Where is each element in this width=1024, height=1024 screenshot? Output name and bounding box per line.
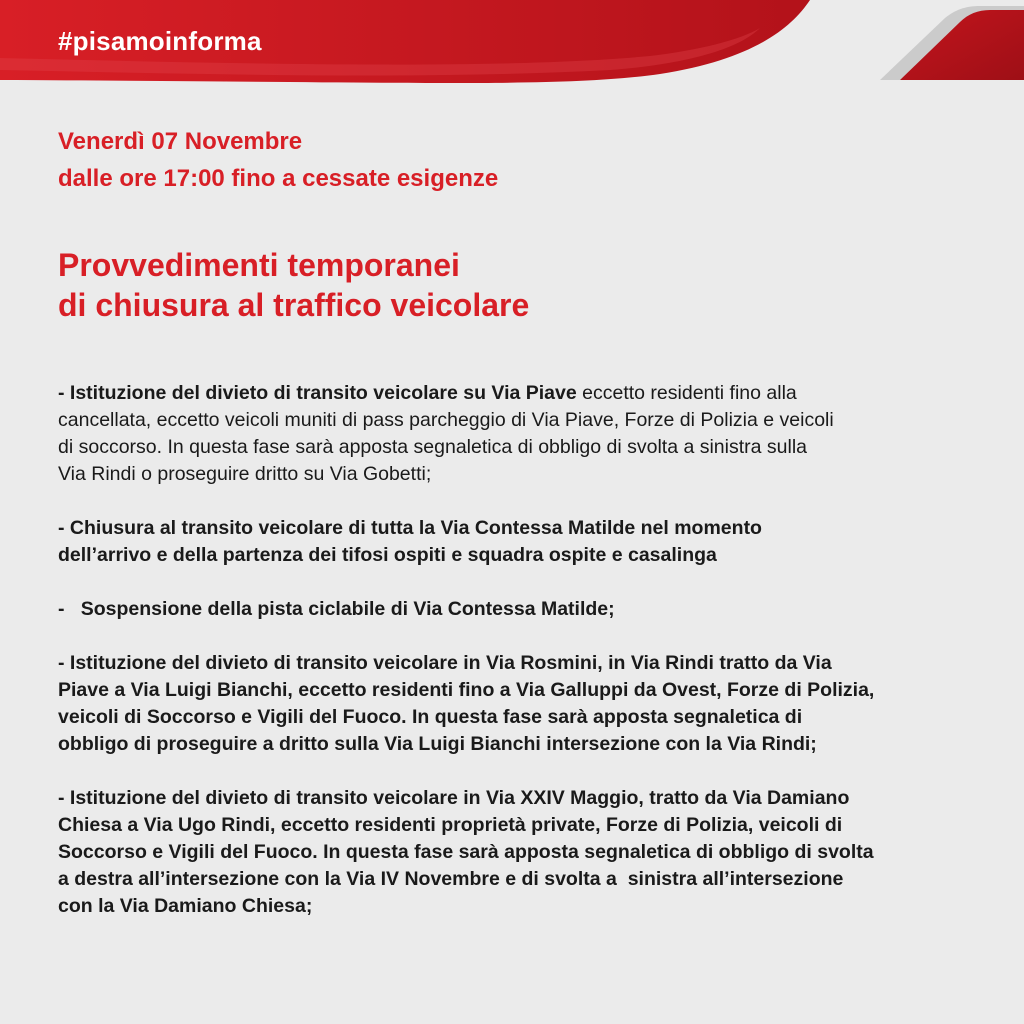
text-line: Soccorso e Vigili del Fuoco. In questa fase sarà apposta segnaletica di obbligo di svolta	[58, 841, 874, 863]
measure-via-rosmini	[58, 650, 988, 758]
text-line: - Istituzione del divieto di transito veicolare in Via Rosmini, in Via Rindi tratto da Via	[58, 652, 832, 674]
measure-via-xxiv-maggio	[58, 785, 988, 920]
title-line-1: Provvedimenti temporanei	[58, 247, 460, 283]
time-line: dalle ore 17:00 fino a cessate esigenze	[58, 165, 499, 192]
text-line: veicoli di Soccorso e Vigili del Fuoco. In questa fase sarà apposta segnaletica di	[58, 706, 803, 728]
text-line: obbligo di proseguire a dritto sulla Via Luigi Bianchi intersezione con la Via Rindi;	[58, 733, 817, 755]
text-line: cancellata, eccetto veicoli muniti di pass parcheggio di Via Piave, Forze di Polizia e veicoli	[58, 409, 834, 431]
title-line-2: di chiusura al traffico veicolare	[58, 287, 530, 323]
text-line: con la Via Damiano Chiesa;	[58, 895, 313, 917]
text-line: dell’arrivo e della partenza dei tifosi ospiti e squadra ospite e casalinga	[58, 544, 717, 566]
date-line: Venerdì 07 Novembre	[58, 128, 303, 155]
measures-list	[58, 380, 988, 947]
measure-contessa-matilde	[58, 515, 988, 569]
measure-via-piave	[58, 380, 988, 488]
hashtag-title: #pisamoinforma	[58, 26, 262, 56]
measure-pista-ciclabile	[58, 596, 988, 623]
page-title	[58, 245, 529, 325]
text-line: - Istituzione del divieto di transito veicolare su Via Piave eccetto residenti fino alla	[58, 382, 797, 404]
date-block	[58, 123, 498, 197]
text-line: Via Rindi o proseguire dritto su Via Gobetti;	[58, 463, 432, 485]
text-line: Piave a Via Luigi Bianchi, eccetto residenti fino a Via Galluppi da Ovest, Forze di Polizia,	[58, 679, 875, 701]
text-line: - Chiusura al transito veicolare di tutta la Via Contessa Matilde nel momento	[58, 517, 762, 539]
text-line: - Istituzione del divieto di transito veicolare in Via XXIV Maggio, tratto da Via Damiano	[58, 787, 850, 809]
text-line: - Sospensione della pista ciclabile di Via Contessa Matilde;	[58, 598, 615, 620]
text-line: di soccorso. In questa fase sarà apposta segnaletica di obbligo di svolta a sinistra sulla	[58, 436, 808, 458]
text-line: a destra all’intersezione con la Via IV Novembre e di svolta a sinistra all’intersezione	[58, 868, 844, 890]
text-line: Chiesa a Via Ugo Rindi, eccetto residenti proprietà private, Forze di Polizia, veicoli di	[58, 814, 843, 836]
